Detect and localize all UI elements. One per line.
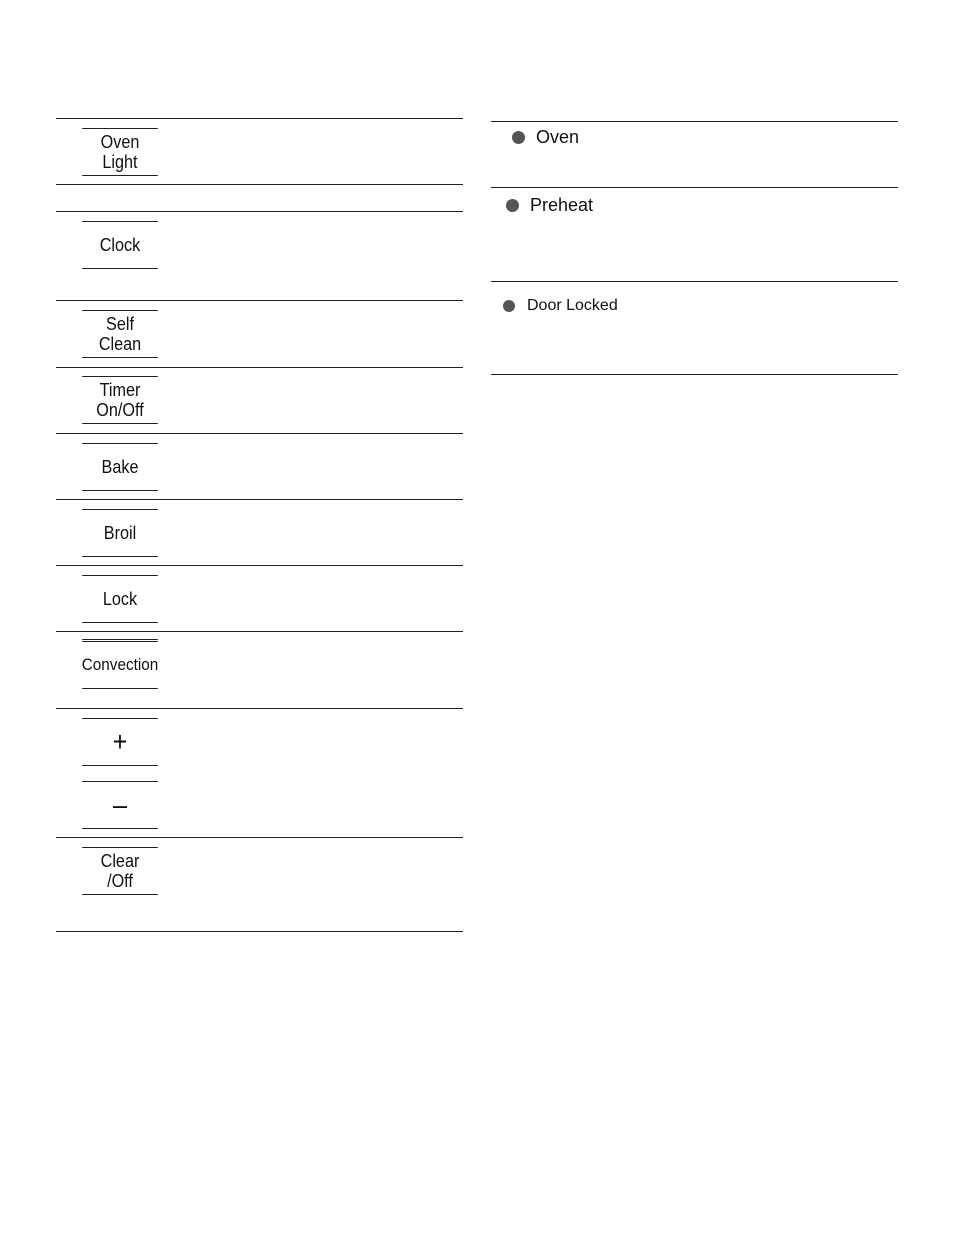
- row-divider: [56, 931, 463, 932]
- row-divider: [56, 211, 463, 212]
- row-divider: [56, 118, 463, 119]
- plus-key[interactable]: [82, 718, 158, 766]
- timer-key-label: Timer On/Off: [96, 380, 144, 420]
- clock-key-label: Clock: [99, 235, 141, 255]
- broil-key-label: Broil: [103, 523, 137, 543]
- row-divider: [56, 708, 463, 709]
- bake-key[interactable]: [82, 443, 158, 491]
- preheat-indicator-label: Preheat: [530, 195, 594, 215]
- row-divider: [56, 837, 463, 838]
- row-divider: [491, 281, 898, 282]
- preheat-indicator: [506, 195, 593, 216]
- row-divider: [491, 187, 898, 188]
- self-clean-key-label: Self Clean: [98, 314, 142, 354]
- indicator-dot-icon: [512, 131, 525, 144]
- broil-key[interactable]: [82, 509, 158, 557]
- row-divider: [56, 300, 463, 301]
- row-divider: [491, 121, 898, 122]
- door-locked-indicator: [503, 297, 618, 315]
- oven-indicator-label: Oven: [536, 127, 580, 147]
- indicator-dot-icon: [506, 199, 519, 212]
- row-divider: [56, 367, 463, 368]
- indicator-dot-icon: [503, 300, 515, 312]
- clear-off-key-label: Clear /Off: [100, 851, 140, 891]
- row-divider: [56, 184, 463, 185]
- oven-indicator: [512, 127, 579, 148]
- oven-light-key-label: Oven Light: [100, 132, 140, 172]
- convection-key[interactable]: [82, 639, 158, 689]
- oven-light-key[interactable]: [82, 128, 158, 176]
- row-divider: [56, 433, 463, 434]
- timer-on-off-key[interactable]: [82, 376, 158, 424]
- lock-key-label: Lock: [102, 589, 138, 609]
- lock-key[interactable]: [82, 575, 158, 623]
- self-clean-key[interactable]: [82, 310, 158, 358]
- row-divider: [56, 499, 463, 500]
- bake-key-label: Bake: [101, 457, 139, 477]
- row-divider: [56, 631, 463, 632]
- door-locked-indicator-label: Door Locked: [527, 297, 618, 314]
- minus-key[interactable]: [82, 781, 158, 829]
- clear-off-key[interactable]: [82, 847, 158, 895]
- minus-icon: –: [112, 789, 128, 820]
- convection-key-label: Convection: [81, 655, 159, 674]
- plus-icon: +: [112, 726, 128, 757]
- row-divider: [491, 374, 898, 375]
- row-divider: [56, 565, 463, 566]
- clock-key[interactable]: [82, 221, 158, 269]
